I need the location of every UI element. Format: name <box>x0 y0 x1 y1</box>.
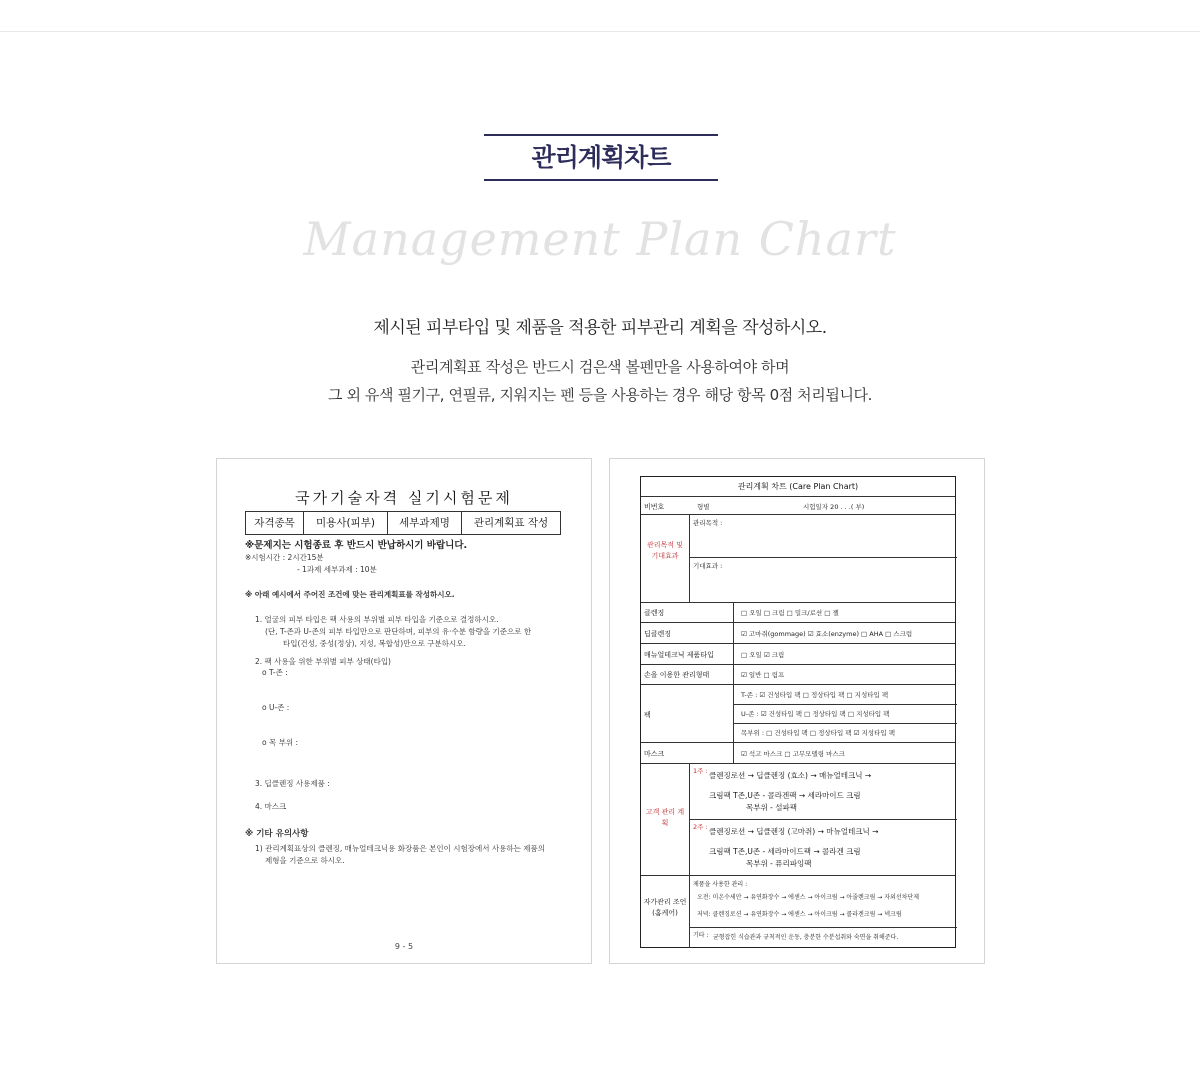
week-2-line: 크림팩 T존,U존 - 세라마이드팩 → 콜라겐 크림 <box>709 847 861 856</box>
home-care-label: 자가관리 조언 (홈케어) <box>643 898 687 917</box>
date-label: 시험일자 20 . . .( 부) <box>803 503 865 511</box>
exam-etc: ※ 기타 유의사항 <box>245 829 309 839</box>
pack-u-zone: U-존 : ☑ 건성타입 팩 □ 정상타입 팩 □ 지성타입 팩 <box>741 710 890 718</box>
care-plan-chart-image <box>609 458 985 964</box>
deep-options: ☑ 고마쥐(gommage) ☑ 효소(enzyme) □ AHA □ 스크럽 <box>741 630 913 638</box>
exam-item: o T-존 : <box>262 668 288 677</box>
exam-item: 4. 마스크 <box>255 802 287 811</box>
exam-document-image <box>216 458 592 964</box>
exam-item: (단, T-존과 U-존의 피부 타입만으로 판단하며, 피부의 유·수분 함량을 기준으로 한 <box>265 627 532 636</box>
table-cell: 미용사(피부) <box>304 512 388 534</box>
cleansing-options: □ 오일 □ 크림 □ 밀크/로션 □ 젤 <box>741 609 839 617</box>
exam-etc-item: 제형을 기준으로 하시오. <box>265 856 345 865</box>
pack-t-zone: T-존 : ☑ 건성타입 팩 □ 정상타입 팩 □ 지성타입 팩 <box>741 691 889 699</box>
hand-options: ☑ 일반 □ 림프 <box>741 671 785 679</box>
chart-title: 관리계획 차트 (Care Plan Chart) <box>737 482 859 491</box>
deep-label: 딥클렌징 <box>644 630 672 638</box>
week-1-line: 클렌징로션 → 딥클렌징 (효소) → 매뉴얼테크닉 → <box>709 771 872 780</box>
exam-item: 1. 얼굴의 피부 타입은 팩 사용의 부위별 피부 타입을 기준으로 결정하시오. <box>255 615 499 624</box>
home-care-heading: 제품을 사용한 관리 : <box>693 881 748 888</box>
exam-instruction: ※ 아래 예시에서 주어진 조건에 맞는 관리계획표를 작성하시오. <box>245 590 455 599</box>
exam-time: ※시험시간 : 2시간15분 <box>245 553 324 562</box>
manual-label: 매뉴얼테크닉 제품타입 <box>644 651 714 659</box>
section-title-box <box>484 134 718 181</box>
exam-title: 국가기술자격 실기시험문제 <box>295 489 513 507</box>
home-care-pm: 저녁: 클렌징로션 → 유연화장수 → 에센스 → 아이크림 → 콜라겐크림 → 넥크림 <box>697 911 902 918</box>
exam-etc-item: 1) 관리계획표상의 클렌징, 매뉴얼테크닉용 화장품은 본인이 시험장에서 사용하는 제품의 <box>255 844 545 853</box>
desc-line-1: 관리계획표 작성은 반드시 검은색 볼펜만을 사용하여야 하며 <box>410 358 790 376</box>
hand-label: 손을 이용한 관리형태 <box>644 671 710 679</box>
desc-line-2: 그 외 유색 필기구, 연필류, 지워지는 펜 등을 사용하는 경우 해당 항목 0점 처리됩니다. <box>327 386 872 404</box>
purpose-label: 관리목적 및 기대효과 <box>646 541 684 560</box>
week-1-label: 1주 : <box>693 767 708 775</box>
care-plan-table <box>640 476 956 948</box>
table-cell: 세부과제명 <box>388 512 462 534</box>
exam-item: 3. 딥클렌징 사용제품 : <box>255 779 330 788</box>
table-cell: 관리계획표 작성 <box>473 517 549 529</box>
home-care-etc: 균형잡힌 식습관과 규칙적인 운동, 충분한 수분섭취와 숙면을 취해준다. <box>713 934 899 941</box>
description <box>0 353 1200 409</box>
week-1-line: 목부위 - 설파팩 <box>746 803 797 812</box>
lead-text: 제시된 피부타입 및 제품을 적용한 피부관리 계획을 작성하시오. <box>373 318 827 338</box>
exam-info-table <box>245 511 561 535</box>
exam-time-sub: - 1과제 세부과제 : 10분 <box>297 565 377 574</box>
purpose-text: 관리목적 : <box>693 519 723 527</box>
exam-item: o 목 부위 : <box>262 738 299 747</box>
pack-neck: 목부위 : □ 건성타입 팩 □ 정상타입 팩 ☑ 지성타입 팩 <box>741 729 895 737</box>
week-2-line: 클렌징로션 → 딥클렌징 (고마쥐) → 마뉴얼테크닉 → <box>709 827 879 836</box>
home-care-etc-label: 기타 : <box>693 932 709 939</box>
week-2-label: 2주 : <box>693 823 708 831</box>
exam-notice: ※문제지는 시험종료 후 반드시 반납하시기 바랍니다. <box>245 540 468 551</box>
exam-item: o U-존 : <box>262 703 290 712</box>
exam-page-number: 9 - 5 <box>394 942 414 951</box>
manual-options: □ 오일 ☑ 크림 <box>741 651 785 659</box>
section-title: 관리계획차트 <box>531 143 671 172</box>
id-label: 비번호 <box>644 503 665 511</box>
week-2-line: 목부위 - 퓨리파잉팩 <box>746 859 812 868</box>
mask-label: 마스크 <box>644 750 665 758</box>
table-cell: 자격종목 <box>246 512 304 534</box>
pack-label: 팩 <box>644 711 651 719</box>
type-label: 형별 <box>697 503 710 511</box>
cleansing-label: 클렌징 <box>644 609 665 617</box>
effect-text: 기대효과 : <box>693 562 723 570</box>
mask-options: ☑ 석고 마스크 □ 고무모델링 마스크 <box>741 750 845 758</box>
exam-item: 타입(건성, 중성(정상), 지성, 복합성)만으로 구분하시오. <box>283 639 466 648</box>
top-divider <box>0 31 1200 32</box>
exam-item: 2. 팩 사용을 위한 부위별 피부 상태(타입) <box>255 657 391 666</box>
script-subtitle: Management Plan Chart <box>303 212 897 266</box>
client-plan-label: 고객 관리 계획 <box>645 808 685 827</box>
week-1-line: 크림팩 T존,U존 - 콜라겐팩 → 세라마이드 크림 <box>709 791 861 800</box>
home-care-am: 오전: 미온수세안 → 유연화장수 → 에센스 → 아이크림 → 아줄렌크림 → 자외선차단제 <box>697 894 920 901</box>
